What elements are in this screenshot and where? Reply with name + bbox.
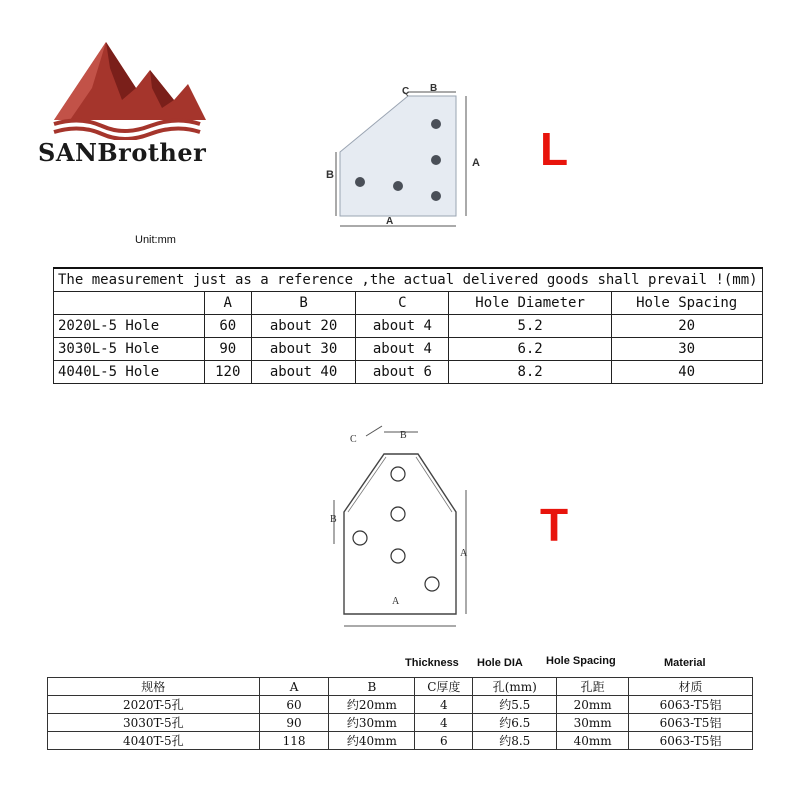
table-cell: 约20mm (329, 696, 415, 714)
table-cell: 20mm (557, 696, 629, 714)
table-header-cell: Hole Diameter (449, 292, 611, 315)
table-cell: 120 (204, 361, 251, 384)
brand-logo-icon (40, 28, 210, 140)
table-cell: 6 (415, 732, 473, 750)
table-cell: 30 (611, 338, 762, 361)
table-cell: 8.2 (449, 361, 611, 384)
table-cell: 约40mm (329, 732, 415, 750)
table-cell: 约8.5 (473, 732, 557, 750)
l-spec-table (53, 267, 763, 384)
l-label-a-right: A (472, 157, 480, 169)
l-table-caption: The measurement just as a reference ,the actual delivered goods shall prevail !(mm) (54, 268, 763, 292)
table-cell: 约5.5 (473, 696, 557, 714)
table-cell: about 30 (251, 338, 356, 361)
table-cell: 20 (611, 315, 762, 338)
table-header-cell: Hole Spacing (611, 292, 762, 315)
l-title: L (540, 123, 569, 175)
l-label-c: C (402, 86, 410, 97)
table-row (54, 361, 763, 384)
table-header-cell: 孔距 (557, 678, 629, 696)
table-header-cell: A (259, 678, 329, 696)
t-spec-table (47, 677, 753, 750)
table-cell: 6063-T5铝 (629, 732, 753, 750)
table-header-cell: 材质 (629, 678, 753, 696)
table-cell: 40mm (557, 732, 629, 750)
table-row (48, 714, 753, 732)
table-cell: 30mm (557, 714, 629, 732)
table-cell: about 40 (251, 361, 356, 384)
table-cell: 4 (415, 696, 473, 714)
table-cell: about 4 (356, 338, 449, 361)
table-cell: 2020T-5孔 (48, 696, 260, 714)
table-cell: 4040T-5孔 (48, 732, 260, 750)
l-label-a-bottom: A (386, 216, 394, 227)
table-cell: about 20 (251, 315, 356, 338)
t-label-c: C (350, 434, 357, 445)
t-plate-diagram (320, 414, 480, 630)
table-header-cell: B (251, 292, 356, 315)
table-header-cell: B (329, 678, 415, 696)
table-row (54, 338, 763, 361)
table-cell: 4 (415, 714, 473, 732)
table-cell: 6063-T5铝 (629, 714, 753, 732)
table-row (48, 732, 753, 750)
table-row (48, 678, 753, 696)
table-row (54, 315, 763, 338)
table-header-cell: 规格 (48, 678, 260, 696)
table-cell: 60 (259, 696, 329, 714)
thickness-header: Thickness (405, 657, 459, 669)
unit-label: Unit:mm (135, 234, 176, 246)
brand-name: SANBrother (38, 138, 207, 167)
l-label-b-left: B (326, 169, 334, 181)
l-label-b-top: B (430, 83, 438, 94)
table-header-cell: C厚度 (415, 678, 473, 696)
table-cell: about 6 (356, 361, 449, 384)
table-cell: 3030L-5 Hole (54, 338, 205, 361)
table-cell: 90 (259, 714, 329, 732)
table-cell: 118 (259, 732, 329, 750)
t-label-a-bottom: A (392, 596, 400, 607)
table-cell: 6063-T5铝 (629, 696, 753, 714)
table-cell: 90 (204, 338, 251, 361)
t-title: T (540, 499, 569, 551)
table-header-cell (54, 292, 205, 315)
table-cell: 2020L-5 Hole (54, 315, 205, 338)
t-label-b-left: B (330, 514, 337, 525)
table-cell: 4040L-5 Hole (54, 361, 205, 384)
material-header: Material (664, 657, 706, 669)
table-cell: 约30mm (329, 714, 415, 732)
table-cell: 40 (611, 361, 762, 384)
table-row (54, 292, 763, 315)
table-header-cell: A (204, 292, 251, 315)
table-header-cell: C (356, 292, 449, 315)
table-cell: about 4 (356, 315, 449, 338)
table-cell: 约6.5 (473, 714, 557, 732)
hole-dia-header: Hole DIA (477, 657, 523, 669)
hole-spacing-header: Hole Spacing (546, 655, 616, 667)
table-row (48, 696, 753, 714)
t-label-b-top: B (400, 430, 407, 441)
table-cell: 60 (204, 315, 251, 338)
table-cell: 3030T-5孔 (48, 714, 260, 732)
l-plate-diagram (320, 82, 500, 232)
table-cell: 6.2 (449, 338, 611, 361)
table-header-cell: 孔(mm) (473, 678, 557, 696)
t-label-a-right: A (460, 548, 468, 559)
table-cell: 5.2 (449, 315, 611, 338)
